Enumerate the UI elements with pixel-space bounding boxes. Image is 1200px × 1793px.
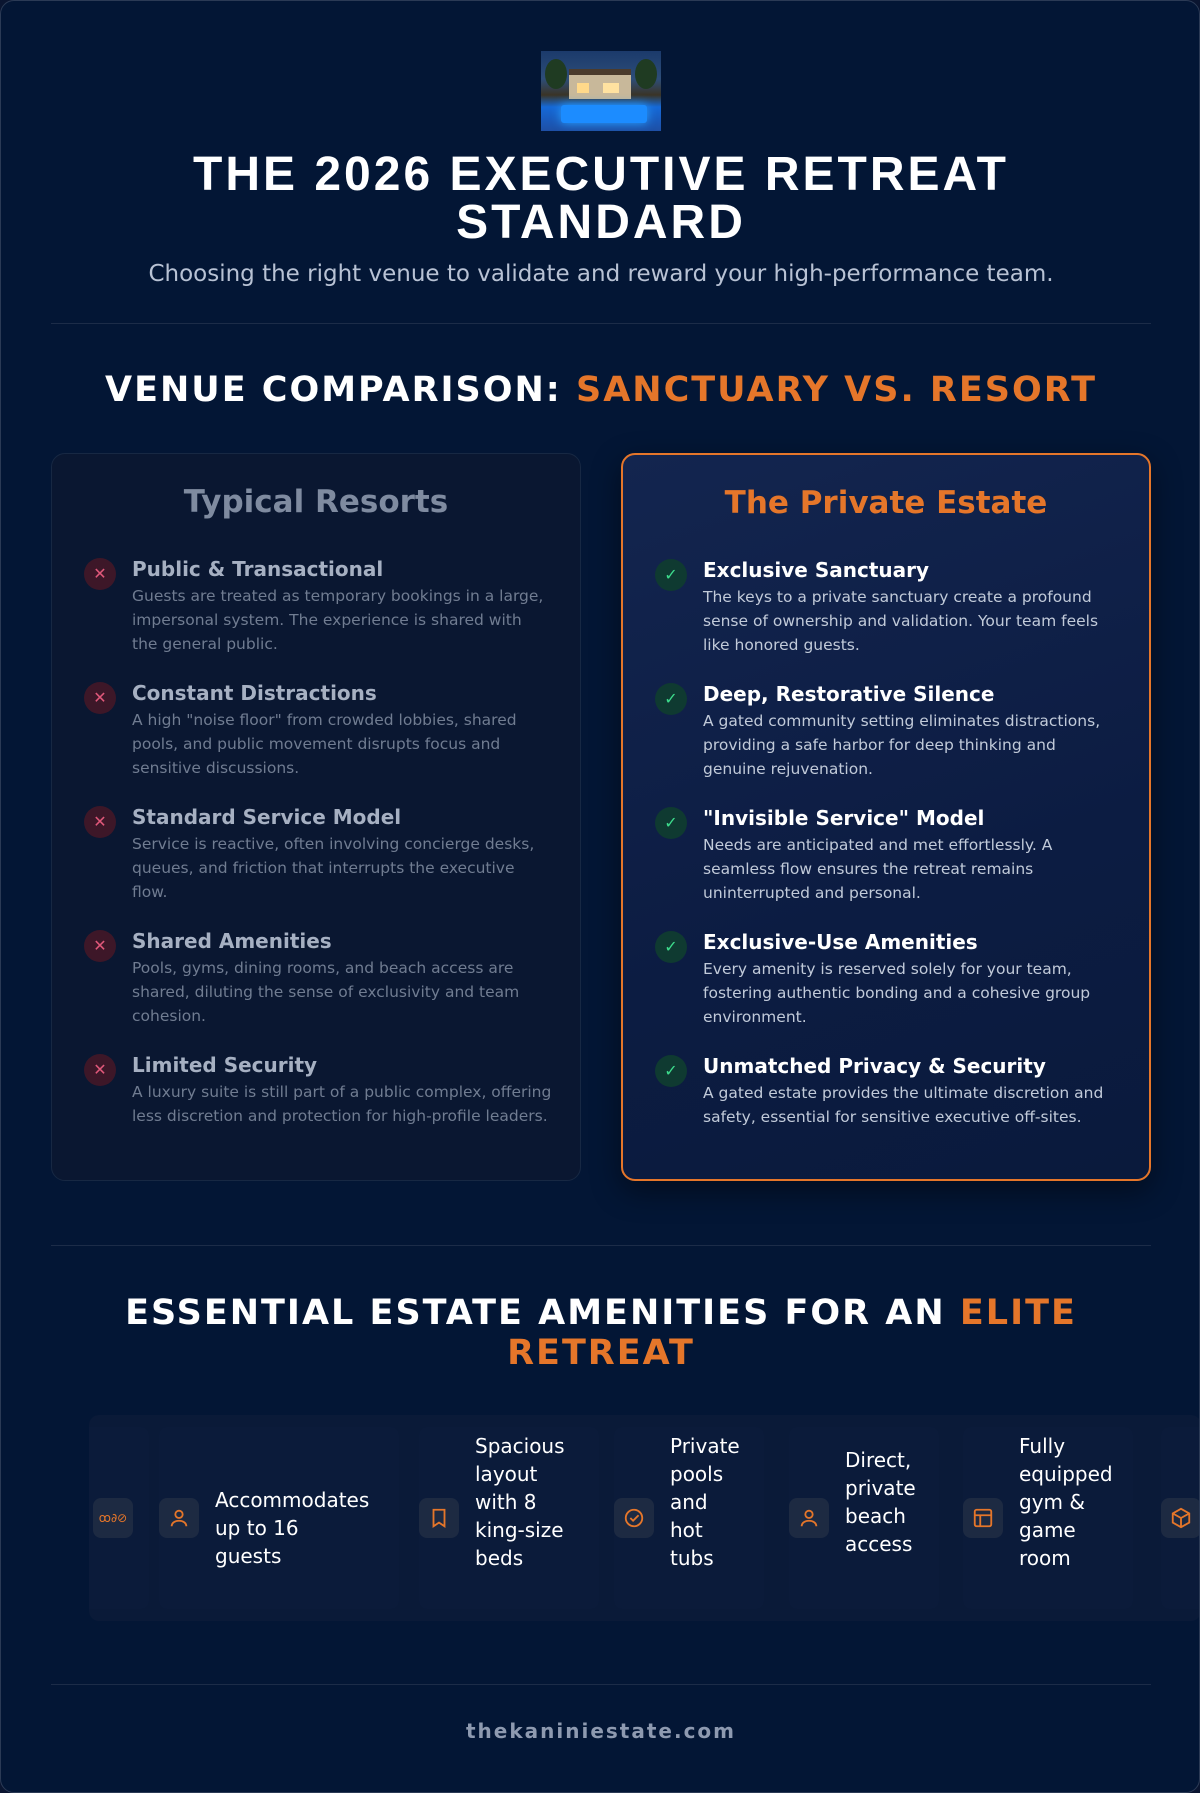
amenity-card xyxy=(159,1427,399,1609)
cross-icon: ✕ xyxy=(84,806,116,838)
bookmark-icon xyxy=(419,1498,459,1538)
estate-item-title: Deep, Restorative Silence xyxy=(703,682,995,706)
estate-item-desc: The keys to a private sanctuary create a profound sense of ownership and validation. Your team feels like honored guests. xyxy=(703,588,1099,654)
cube-icon xyxy=(1161,1498,1200,1538)
amenity-card xyxy=(89,1427,149,1609)
resort-item-title: Limited Security xyxy=(132,1053,318,1077)
page-subtitle: Choosing the right venue to validate and reward your high-performance team. xyxy=(148,261,1054,287)
amenities-heading-accent-2: RETREAT xyxy=(507,1333,695,1373)
divider xyxy=(51,1684,1151,1685)
amenity-card xyxy=(789,1427,939,1609)
amenity-icons-icon: ꝏ∂⊘ xyxy=(93,1498,133,1538)
check-icon: ✓ xyxy=(655,931,687,963)
check-icon: ✓ xyxy=(655,1055,687,1087)
check-icon: ✓ xyxy=(655,559,687,591)
cross-icon: ✕ xyxy=(84,682,116,714)
estate-item-desc: Every amenity is reserved solely for your team, fostering authentic bonding and a cohesive group environment. xyxy=(703,960,1091,1026)
amenity-card xyxy=(963,1427,1133,1609)
cross-icon: ✕ xyxy=(84,930,116,962)
amenity-label: Direct, private beach access xyxy=(845,1448,916,1556)
resort-item-desc: Guests are treated as temporary bookings in a large, impersonal system. The experience is shared with the general public. xyxy=(132,587,544,653)
divider xyxy=(51,323,1151,324)
estate-item-title: Exclusive-Use Amenities xyxy=(703,930,978,954)
check-icon: ✓ xyxy=(655,683,687,715)
resort-item-desc: A high "noise floor" from crowded lobbies, shared pools, and public movement disrupts focus and sensitive discussions. xyxy=(132,711,517,777)
divider xyxy=(51,1245,1151,1246)
amenity-card xyxy=(614,1427,764,1609)
resort-item-title: Standard Service Model xyxy=(132,805,402,829)
amenities-heading-main: ESSENTIAL ESTATE AMENITIES FOR AN xyxy=(125,1293,960,1333)
footer-site-link[interactable]: thekaniniestate.com xyxy=(465,1719,737,1743)
resort-item-desc: Pools, gyms, dining rooms, and beach access are shared, diluting the sense of exclusivity and team cohesion. xyxy=(132,959,520,1025)
cross-icon: ✕ xyxy=(84,1054,116,1086)
typical-resorts-card xyxy=(51,453,581,1181)
resorts-card-title: Typical Resorts xyxy=(183,484,449,520)
comparison-heading xyxy=(1,370,1200,410)
villa-photo xyxy=(541,51,661,131)
amenity-label: Accommodates up to 16 guests xyxy=(215,1488,370,1568)
private-estate-card xyxy=(621,453,1151,1181)
title-line-1: THE 2026 EXECUTIVE RETREAT xyxy=(193,148,1009,201)
estate-card-title: The Private Estate xyxy=(724,485,1048,521)
resort-item-title: Public & Transactional xyxy=(132,557,384,581)
title-line-2: STANDARD xyxy=(456,196,746,249)
amenity-card xyxy=(419,1427,599,1609)
estate-item-title: Exclusive Sanctuary xyxy=(703,558,930,582)
amenities-heading-accent-1: ELITE xyxy=(959,1293,1077,1333)
comparison-heading-main: VENUE COMPARISON: xyxy=(104,370,576,410)
amenities-carousel[interactable] xyxy=(89,1415,1200,1621)
estate-item-title: "Invisible Service" Model xyxy=(703,806,985,830)
estate-item-title: Unmatched Privacy & Security xyxy=(703,1054,1046,1078)
resort-item-title: Shared Amenities xyxy=(132,929,332,953)
estate-item-desc: Needs are anticipated and met effortlessly. A seamless flow ensures the retreat remains uninterrupted and personal. xyxy=(703,836,1053,902)
check-circle-icon xyxy=(614,1498,654,1538)
check-icon: ✓ xyxy=(655,807,687,839)
resort-item-desc: Service is reactive, often involving concierge desks, queues, and friction that interrupts the executive flow. xyxy=(132,835,535,901)
cross-icon: ✕ xyxy=(84,558,116,590)
layout-icon xyxy=(963,1498,1003,1538)
resort-item-desc: A luxury suite is still part of a public complex, offering less discretion and protection for high-profile leaders. xyxy=(132,1083,552,1125)
amenity-label: Spacious layout with 8 king-size beds xyxy=(475,1434,565,1570)
amenity-label: Private pools and hot tubs xyxy=(670,1434,740,1570)
resort-item-title: Constant Distractions xyxy=(132,681,377,705)
estate-item-desc: A gated community setting eliminates distractions, providing a safe harbor for deep thinking and genuine rejuvenation. xyxy=(703,712,1101,778)
person-icon xyxy=(789,1498,829,1538)
amenity-label: Fully equipped gym & game room xyxy=(1019,1434,1113,1570)
amenities-heading xyxy=(1,1293,1200,1373)
estate-item-desc: A gated estate provides the ultimate discretion and safety, essential for sensitive executive off-sites. xyxy=(703,1084,1104,1126)
page-title xyxy=(1,148,1200,249)
amenity-card xyxy=(1161,1427,1200,1609)
person-icon xyxy=(159,1498,199,1538)
comparison-heading-accent: SANCTUARY VS. RESORT xyxy=(576,370,1097,410)
